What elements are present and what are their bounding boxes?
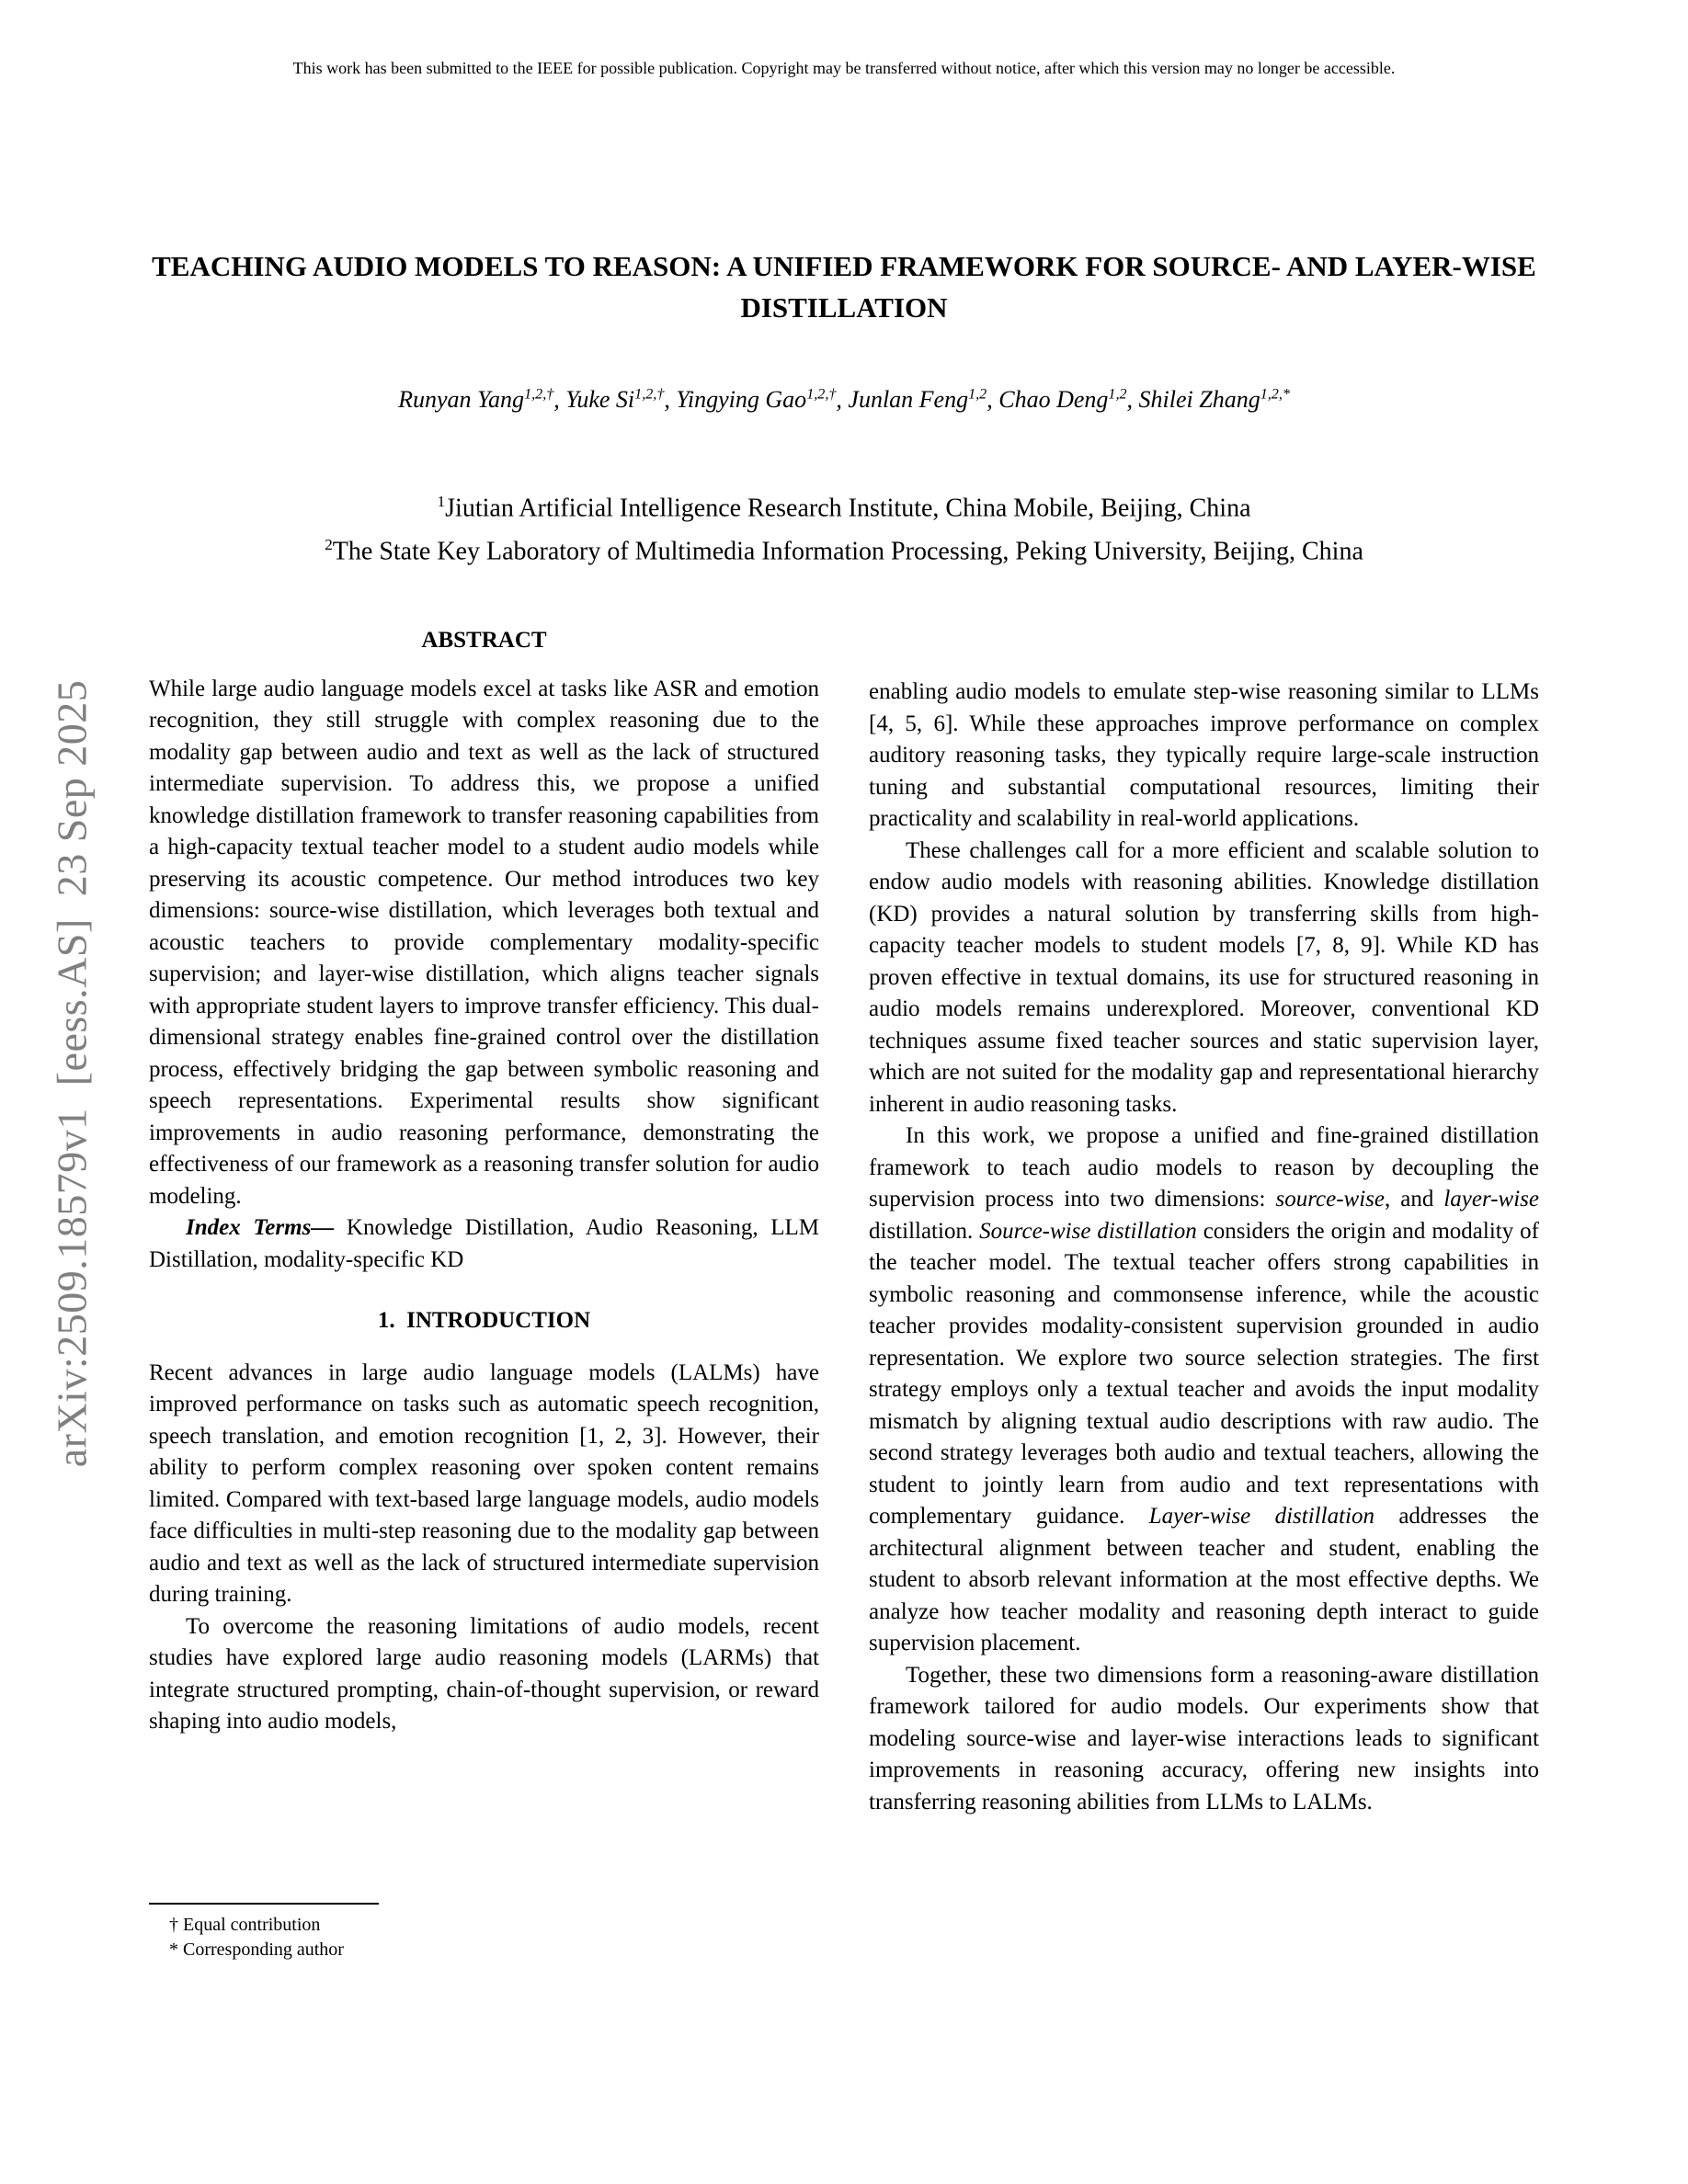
footnote-corresponding-author: * Corresponding author xyxy=(169,1939,344,1960)
index-terms-label: Index Terms— xyxy=(186,1215,335,1240)
author-separator: , xyxy=(553,386,566,413)
index-terms-line xyxy=(149,1212,819,1276)
author-separator: , xyxy=(987,386,999,413)
author-affiliation-marks: 1,2,* xyxy=(1260,386,1290,403)
author xyxy=(565,386,676,413)
author-name: Junlan Feng xyxy=(848,386,969,413)
arxiv-watermark: arXiv:2509.18579v1 [eess.AS] 23 Sep 2025 xyxy=(48,679,96,1468)
author-affiliation-marks: 1,2,† xyxy=(634,386,665,403)
author-separator: , xyxy=(836,386,849,413)
affiliation-text: The State Key Laboratory of Multimedia Information Processing, Peking University, Beijing, China xyxy=(332,537,1363,566)
author xyxy=(848,386,998,413)
author-affiliation-marks: 1,2 xyxy=(968,386,987,403)
abstract-heading: ABSTRACT xyxy=(421,628,547,653)
author-separator: , xyxy=(1126,386,1139,413)
abstract-text: While large audio language models excel at tasks like ASR and emotion recognition, they still struggle with complex reasoning due to the modality gap between audio and text as well as the lack of structured intermediate supervision. To address this, we propose a unified knowledge distillation framework to transfer reasoning capabilities from a high-capacity textual teacher model to a student audio models while preserving its acoustic competence. Our method introduces two key dimensions: source-wise distillation, which leverages both textual and acoustic teachers to provide complementary modality-specific supervision; and layer-wise distillation, which aligns teacher signals with appropriate student layers to improve transfer efficiency. This dual-dimensional strategy enables fine-grained control over the distillation process, effectively bridging the gap between symbolic reasoning and speech representations. Experimental results show significant improvements in audio reasoning performance, demonstrating the effectiveness of our framework as a reasoning transfer solution for audio modeling. xyxy=(149,676,819,1209)
author-affiliation-marks: 1,2,† xyxy=(524,386,554,403)
right-paragraph-3: In this work, we propose a unified and fine-grained distillation framework to teach audio models to reason by decoupling the supervision process into two dimensions: source-wise, and layer-wise distillation. Source-wise distillation considers the origin and modality of the teacher model. The textual teacher offers strong capabilities in symbolic reasoning and commonsense inference, while the acoustic teacher provides modality-consistent supervision grounded in audio representation. We explore two source selection strategies. The first strategy employs only a textual teacher and avoids the input modality mismatch by aligning textual audio descriptions with raw audio. The second strategy leverages both audio and textual teachers, allowing the student to jointly learn from audio and text representations with complementary guidance. Layer-wise distillation addresses the architectural alignment between teacher and student, enabling the student to absorb relevant information at the most effective depths. We analyze how teacher modality and reasoning depth interact to guide supervision placement. xyxy=(869,1123,1539,1655)
submission-notice: This work has been submitted to the IEEE for possible publication. Copyright may be transferred without notice, after which this version may no longer be accessible. xyxy=(292,59,1396,77)
right-paragraph-2: These challenges call for a more efficient and scalable solution to endow audio models with reasoning abilities. Knowledge distillation (KD) provides a natural solution by transferring skills from high-capacity teacher models to student models [7, 8, 9]. While KD has proven effective in textual domains, its use for structured reasoning in audio models remains underexplored. Moreover, conventional KD techniques assume fixed teacher sources and static supervision layer, which are not suited for the modality gap and representational hierarchy inherent in audio reasoning tasks. xyxy=(869,837,1539,1117)
right-column xyxy=(869,677,1539,1818)
author-name: Shilei Zhang xyxy=(1138,386,1260,413)
footnote-rule xyxy=(149,1903,379,1905)
affiliations xyxy=(83,483,1605,571)
affiliation-mark: 1 xyxy=(437,493,446,510)
author xyxy=(398,386,565,413)
paper-title: TEACHING AUDIO MODELS TO REASON: A UNIFIED FRAMEWORK FOR SOURCE- AND LAYER-WISE DISTILLATION xyxy=(152,250,1536,324)
footnotes xyxy=(149,1903,819,1962)
author-name: Chao Deng xyxy=(998,386,1109,413)
right-paragraph-4: Together, these two dimensions form a reasoning-aware distillation framework tailored for audio models. Our experiments show that modeling source-wise and layer-wise interactions leads to significant improvements in reasoning accuracy, offering new insights into transferring reasoning abilities from LLMs to LALMs. xyxy=(869,1662,1539,1814)
affiliation-line xyxy=(83,527,1605,570)
author-affiliation-marks: 1,2 xyxy=(1108,386,1127,403)
right-paragraph-1: enabling audio models to emulate step-wise reasoning similar to LLMs [4, 5, 6]. While these approaches improve performance on complex auditory reasoning tasks, they typically require large-scale instruction tuning and substantial computational resources, limiting their practicality and scalability in real-world applications. xyxy=(869,679,1539,831)
author xyxy=(998,386,1138,413)
index-terms-text: Knowledge Distillation, Audio Reasoning, LLM Distillation, modality-specific KD xyxy=(149,1215,819,1272)
affiliation-text: Jiutian Artificial Intelligence Research Institute, China Mobile, Beijing, China xyxy=(445,494,1251,523)
footnote-equal-contribution: † Equal contribution xyxy=(169,1915,321,1935)
author-name: Runyan Yang xyxy=(398,386,525,413)
author-name: Yuke Si xyxy=(565,386,635,413)
introduction-heading: 1. INTRODUCTION xyxy=(377,1308,591,1333)
author xyxy=(1139,386,1290,413)
affiliation-line xyxy=(83,483,1605,527)
introduction-paragraph-2: To overcome the reasoning limitations of audio models, recent studies have explored large audio reasoning models (LARMs) that integrate structured prompting, chain-of-thought supervision, or reward shaping into audio models, xyxy=(149,1613,819,1734)
author-separator: , xyxy=(664,386,677,413)
affiliation-mark: 2 xyxy=(325,536,333,554)
left-column xyxy=(149,625,819,1738)
introduction-paragraph-1: Recent advances in large audio language models (LALMs) have improved performance on tasks such as automatic speech recognition, speech translation, and emotion recognition [1, 2, 3]. However, their ability to perform complex reasoning over spoken content remains limited. Compared with text-based large language models, audio models face difficulties in multi-step reasoning due to the modality gap between audio and text as well as the lack of structured intermediate supervision during training. xyxy=(149,1359,819,1607)
author-line xyxy=(101,386,1587,414)
author-name: Yingying Gao xyxy=(676,386,807,413)
author xyxy=(676,386,848,413)
author-affiliation-marks: 1,2,† xyxy=(806,386,837,403)
